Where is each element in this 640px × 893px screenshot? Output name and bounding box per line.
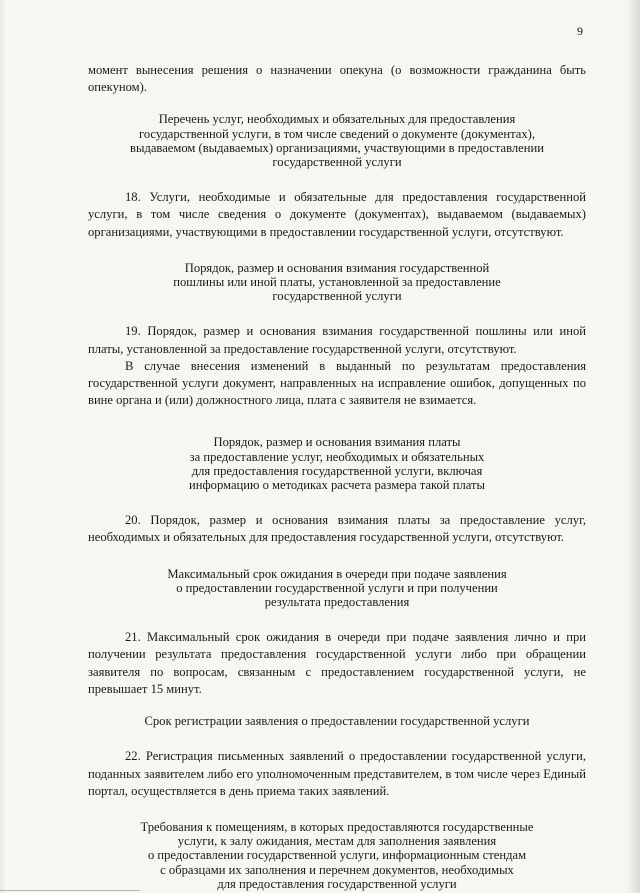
heading-line: Требования к помещениям, в которых предоставляются государственные xyxy=(140,819,534,834)
heading-line: Перечень услуг, необходимых и обязательных для предоставления xyxy=(158,112,516,127)
paragraph-20: 20. Порядок, размер и основания взимания платы за предоставление услуг, необходимых и обязательных для предоставления государственной услуги, отсутствуют. xyxy=(88,513,586,545)
heading-line: выдаваемом (выдаваемых) организациями, участвующими в предоставлении xyxy=(130,140,544,155)
heading-line: для предоставления государственной услуги xyxy=(217,876,457,891)
heading-line: о предоставлении государственной услуги и при получении xyxy=(176,580,498,595)
paragraph-19-continued: В случае внесения изменений в выданный по результатам предоставления государственной услуги документ, направленных на исправление ошибок, допущенных по вине органа и (или) должностного лица, плата с заявителя не взимается. xyxy=(88,358,586,408)
heading-line: государственной услуги xyxy=(272,155,402,170)
document-body xyxy=(88,62,586,891)
heading-line: Порядок, размер и основания взимания государственной xyxy=(184,260,490,275)
paragraph-22: 22. Регистрация письменных заявлений о предоставлении государственной услуги, поданных заявителем либо его уполномоченным представителем, в том числе через Единый портал, осуществляется в день приема таких заявлений. xyxy=(88,749,586,798)
section-heading-services-list xyxy=(88,112,586,169)
section-heading-premises-requirements xyxy=(88,820,586,891)
paragraph-21: 21. Максимальный срок ожидания в очереди при подаче заявления лично и при получении результата предоставления государственной услуги либо при обращении заявителя по вопросам, связанным с предоставлением государственной услуги, не превышает 15 минут. xyxy=(88,630,586,696)
heading-line: Порядок, размер и основания взимания платы xyxy=(213,435,461,450)
heading-line: Срок регистрации заявления о предоставлении государственной услуги xyxy=(144,714,530,729)
scan-shadow-right xyxy=(626,0,640,893)
section-heading-registration-time xyxy=(88,714,586,728)
heading-line: пошлины или иной платы, установленной за предоставление xyxy=(173,275,501,290)
heading-line: о предоставлении государственной услуги, информационным стендам xyxy=(147,848,527,863)
paragraph-19: 19. Порядок, размер и основания взимания государственной пошлины или иной платы, установленной за предоставление государственной услуги, отсутствуют. xyxy=(88,324,586,356)
heading-line: за предоставление услуг, необходимых и обязательных xyxy=(189,449,485,464)
heading-line: информацию о методиках расчета размера такой платы xyxy=(189,478,485,493)
page-number: 9 xyxy=(577,24,583,38)
heading-line: результата предоставления xyxy=(264,595,410,610)
paragraph-18: 18. Услуги, необходимые и обязательные для предоставления государственной услуги, в том числе сведения о документе (документах), выдаваемом (выдаваемых) организациями, участвующими в предоставлении государственной услуги, отсутствуют. xyxy=(88,190,586,239)
section-heading-fee-for-services xyxy=(88,435,586,492)
section-heading-state-fee xyxy=(88,261,586,304)
heading-line: государственной услуги, в том числе сведений о документе (документах), xyxy=(138,126,536,141)
heading-line: услуги, к залу ожидания, местам для заполнения заявления xyxy=(177,834,497,849)
scan-shadow-left xyxy=(0,0,6,893)
heading-line: Максимальный срок ожидания в очереди при подаче заявления xyxy=(167,566,507,581)
heading-line: для предоставления государственной услуги, включая xyxy=(191,463,483,478)
scan-bottom-mark xyxy=(0,890,140,891)
heading-line: с образцами их заполнения и перечнем документов, необходимых xyxy=(160,862,514,877)
section-heading-queue-time xyxy=(88,567,586,610)
heading-line: государственной услуги xyxy=(272,289,402,304)
intro-paragraph: момент вынесения решения о назначении опекуна (о возможности гражданина быть опекуном). xyxy=(88,63,586,95)
